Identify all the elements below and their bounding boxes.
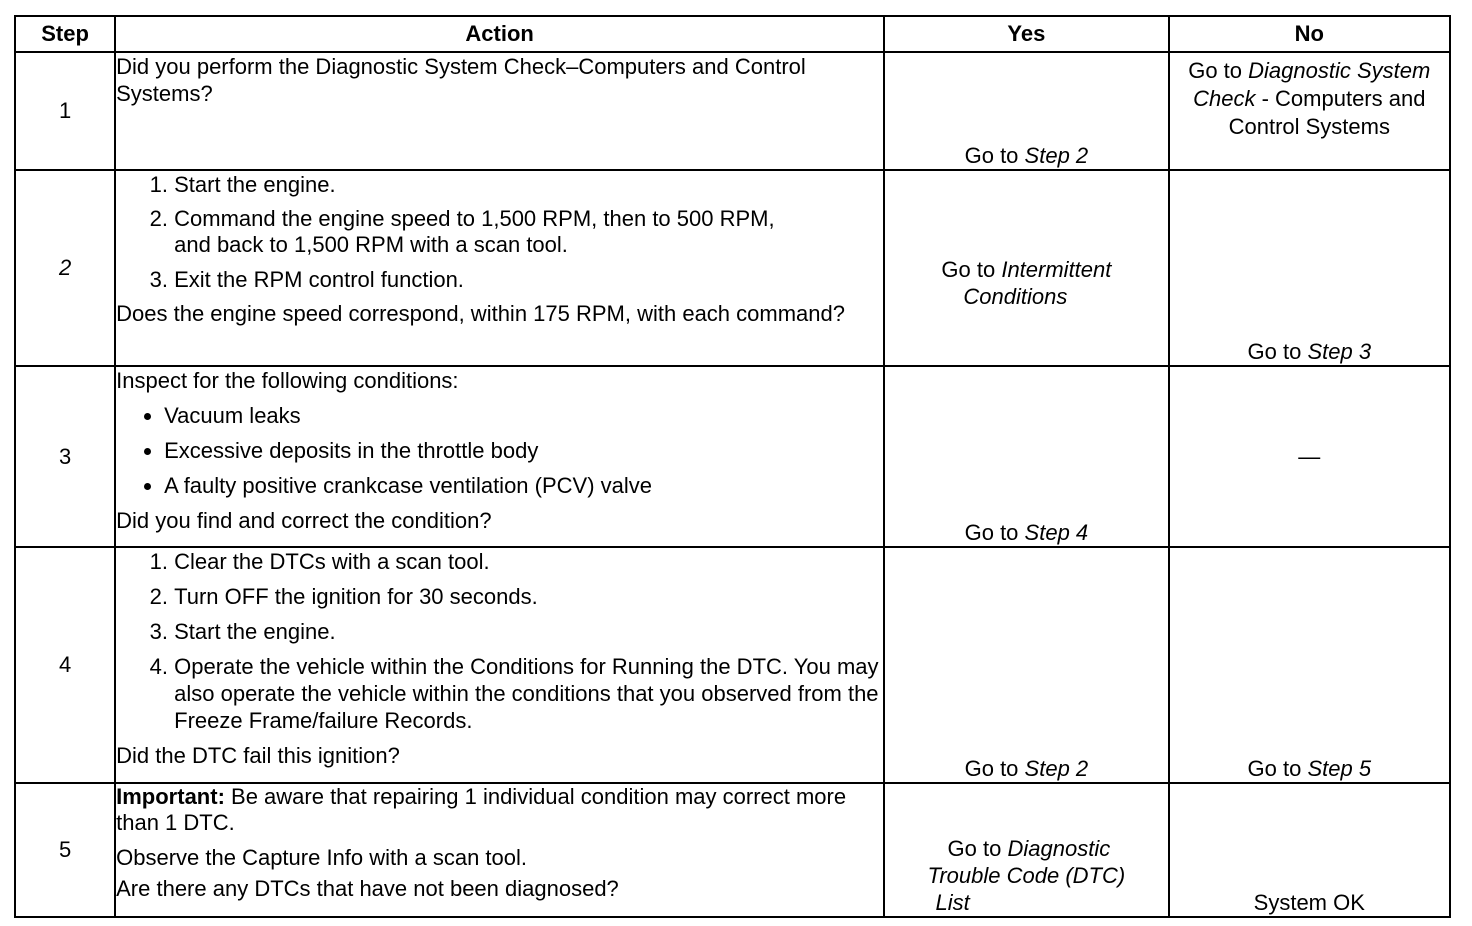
yes-prefix: Go to	[964, 520, 1019, 545]
action-step: 1. Clear the DTCs with a scan tool.	[174, 548, 883, 575]
action-cell	[115, 783, 884, 917]
no-link[interactable]: Diagnostic System Check	[1193, 58, 1431, 111]
yes-link[interactable]: Step 2	[1024, 143, 1089, 168]
yes-link[interactable]: Conditions	[963, 284, 1068, 309]
yes-prefix: Go to	[941, 257, 996, 282]
action-cell	[115, 52, 884, 170]
action-step: 2. Turn OFF the ignition for 30 seconds.	[174, 583, 883, 610]
important-label: Important:	[116, 784, 225, 809]
step-number: 3	[15, 366, 115, 547]
yes-block	[941, 226, 1111, 310]
table-row	[15, 52, 1450, 170]
action-step: 3. Start the engine.	[174, 618, 883, 645]
table-row	[15, 547, 1450, 783]
step-number: 5	[15, 783, 115, 917]
no-cell	[1169, 366, 1450, 547]
yes-prefix: Go to	[964, 143, 1019, 168]
action-question: Did you find and correct the condition?	[116, 508, 492, 533]
action-question: Did you perform the Diagnostic System Check–Computers and Control Systems?	[116, 54, 806, 106]
action-cell	[115, 366, 884, 547]
action-question: Does the engine speed correspond, within 175 RPM, with each command?	[116, 301, 845, 326]
yes-block	[928, 835, 1126, 916]
no-cell	[1169, 783, 1450, 917]
yes-link[interactable]: Step 4	[1024, 520, 1089, 545]
step-number: 2	[15, 170, 115, 366]
action-steps	[116, 171, 883, 293]
yes-link[interactable]: Intermittent	[1001, 257, 1112, 282]
important-text: Be aware that repairing 1 individual condition may correct more than 1 DTC.	[116, 784, 847, 835]
no-link[interactable]: Step 5	[1307, 756, 1372, 781]
no-prefix: Go to	[1188, 58, 1243, 83]
header-action: Action	[115, 16, 884, 52]
action-step: 1. Start the engine.	[174, 171, 793, 198]
header-yes: Yes	[884, 16, 1168, 52]
yes-cell	[884, 783, 1168, 917]
action-cell	[115, 170, 884, 366]
yes-prefix: Go to	[947, 836, 1002, 861]
no-text: System OK	[1253, 890, 1365, 915]
yes-cell	[884, 547, 1168, 783]
yes-prefix: Go to	[964, 756, 1019, 781]
header-no: No	[1169, 16, 1450, 52]
yes-cell	[884, 366, 1168, 547]
action-important	[116, 784, 883, 836]
no-cell	[1169, 547, 1450, 783]
table-row	[15, 170, 1450, 366]
yes-link[interactable]: Step 2	[1024, 756, 1089, 781]
yes-cell	[884, 52, 1168, 170]
no-suffix: - Computers and Control Systems	[1228, 86, 1426, 139]
header-row	[15, 16, 1450, 52]
action-step: 3. Exit the RPM control function.	[174, 266, 793, 293]
action-bullet: • Excessive deposits in the throttle body	[164, 437, 883, 464]
header-step: Step	[15, 16, 115, 52]
table-row	[15, 366, 1450, 547]
action-step: 2. Command the engine speed to 1,500 RPM, then to 500 RPM, and back to 1,500 RPM with a scan tool.	[174, 206, 793, 258]
action-bullet: • A faulty positive crankcase ventilation (PCV) valve	[164, 472, 883, 499]
yes-link[interactable]: Trouble Code (DTC)	[927, 863, 1126, 888]
action-observe: Observe the Capture Info with a scan tool.	[116, 845, 528, 870]
action-step: 4. Operate the vehicle within the Conditions for Running the DTC. You may also operate the vehicle within the conditions that you observed from the Freeze Frame/failure Records.	[174, 653, 883, 734]
action-steps	[116, 548, 883, 734]
action-question: Are there any DTCs that have not been diagnosed?	[116, 876, 619, 901]
no-cell	[1169, 170, 1450, 366]
action-bullet: • Vacuum leaks	[164, 402, 883, 429]
no-cell	[1169, 52, 1450, 170]
yes-link[interactable]: List	[935, 890, 970, 915]
diagnostic-table	[14, 15, 1451, 918]
action-cell	[115, 547, 884, 783]
action-question: Did the DTC fail this ignition?	[116, 743, 400, 768]
yes-link[interactable]: Diagnostic	[1007, 836, 1111, 861]
yes-cell	[884, 170, 1168, 366]
no-link[interactable]: Step 3	[1307, 339, 1372, 364]
action-bullets	[116, 402, 883, 499]
no-prefix: Go to	[1247, 339, 1302, 364]
table-row	[15, 783, 1450, 917]
step-number: 1	[15, 52, 115, 170]
action-intro: Inspect for the following conditions:	[116, 368, 459, 393]
no-dash: —	[1298, 444, 1321, 469]
step-number: 4	[15, 547, 115, 783]
no-prefix: Go to	[1247, 756, 1302, 781]
